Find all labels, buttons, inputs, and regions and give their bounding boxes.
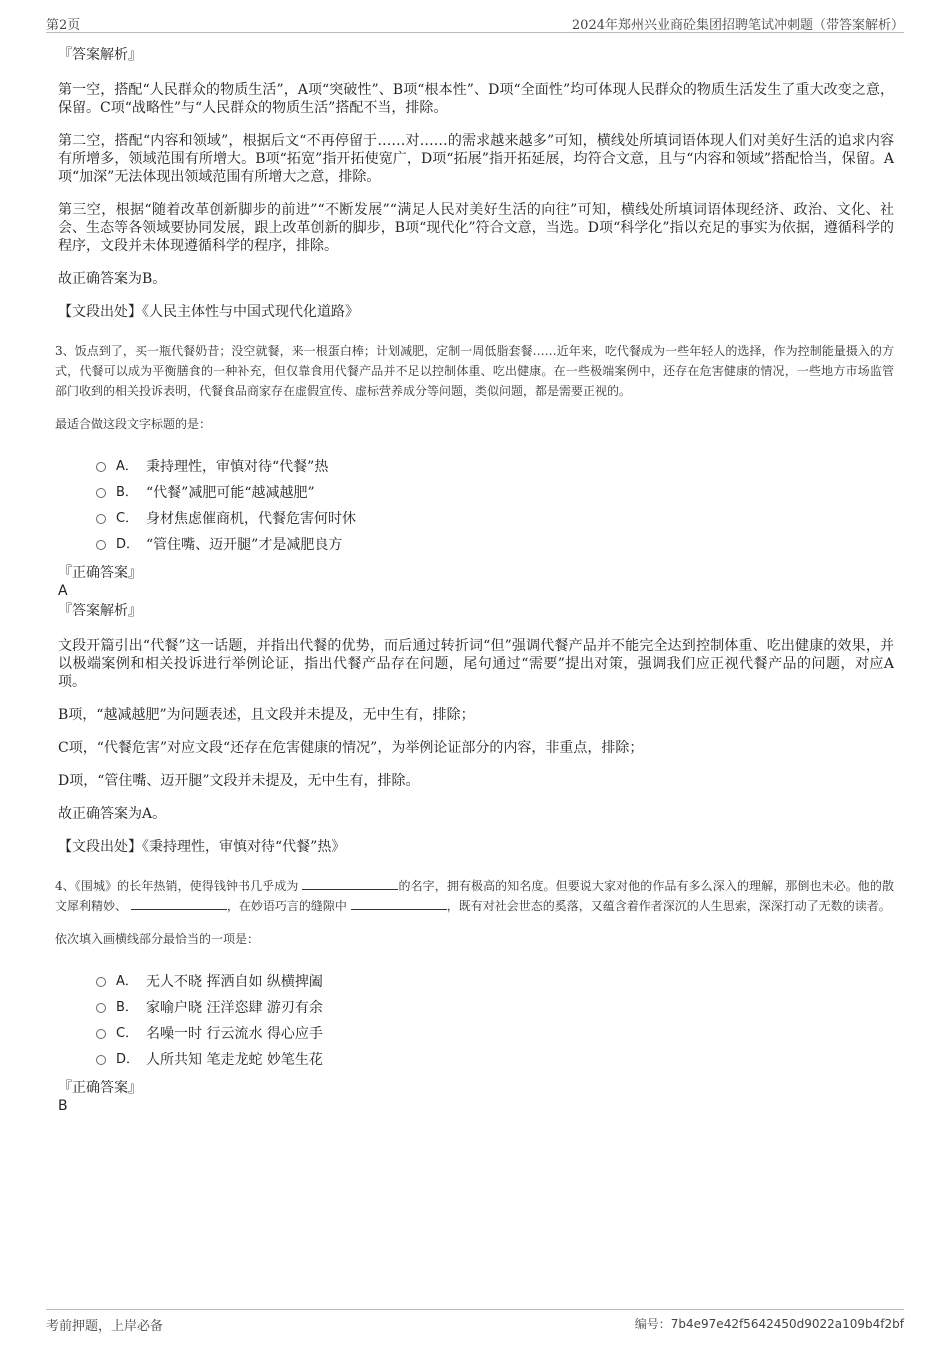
correct-answer-label: 『正确答案』	[58, 1080, 142, 1096]
document-body	[55, 46, 894, 1117]
fill-blank	[302, 877, 398, 890]
question-4-text: 4、《围城》的长年热销，使得钱钟书几乎成为 的名字，拥有极高的知名度。但要说大家对他的作品有多么深入的理解，那倒也未必。他的散文犀利精妙、 ，在妙语巧言的缝隙中 ，既有对社会世态的奚落，又蕴含着作者深沉的人生思索，深深打动了无数的读者。	[55, 879, 894, 913]
correct-answer: A	[58, 583, 68, 599]
correct-answer: B	[58, 1098, 68, 1114]
correct-answer-label: 『正确答案』	[58, 565, 142, 581]
analysis-conclusion: 故正确答案为B。	[58, 271, 167, 287]
analysis-paragraph: D项，“管住嘴、迈开腿”文段并未提及，无中生有，排除。	[58, 773, 420, 789]
document-code: 编号：7b4e97e42f5642450d9022a109b4f2bf	[634, 1317, 904, 1331]
analysis-paragraph: 第二空，搭配“内容和领域”，根据后文“不再停留于……对……的需求越来越多”可知，横线处所填词语体现人们对美好生活的追求内容有所增多，领域范围有所增大。B项“拓宽”指开拓使宽广，D项“拓展”指开拓延展，均符合文意，且与“内容和领域”搭配恰当，保留。A项“加深”无法体现出领域范围有所增大之意，排除。	[58, 133, 894, 185]
analysis-label: 『答案解析』	[58, 603, 142, 619]
analysis-paragraph: 第一空，搭配“人民群众的物质生活”，A项“突破性”、B项“根本性”、D项“全面性”均可体现人民群众的物质生活发生了重大改变之意，保留。C项“战略性”与“人民群众的物质生活”搭配不当，排除。	[58, 82, 894, 116]
option-b[interactable]: B． 家喻户晓 汪洋恣肆 游刃有余	[96, 995, 894, 1021]
source-citation: 【文段出处】《人民主体性与中国式现代化道路》	[58, 304, 359, 320]
radio-icon[interactable]	[96, 540, 106, 550]
analysis-paragraph: 第三空，根据“随着改革创新脚步的前进”“不断发展”“满足人民对美好生活的向往”可知，横线处所填词语体现经济、政治、文化、社会、生态等各领域要协同发展，跟上改革创新的脚步，B项“现代化”符合文意，当选。D项“科学化”指以充足的事实为依据，遵循科学的程序，文段并未体现遵循科学的程序，排除。	[58, 202, 894, 254]
option-c[interactable]: C． 名噪一时 行云流水 得心应手	[96, 1021, 894, 1047]
radio-icon[interactable]	[96, 488, 106, 498]
fill-blank	[131, 897, 227, 910]
page-footer	[46, 1309, 904, 1334]
question-3-text: 3、饭点到了，买一瓶代餐奶昔；没空就餐，来一根蛋白棒；计划减肥，定制一周低脂套餐……近年来，吃代餐成为一些年轻人的选择，作为控制能量摄入的方式，代餐可以成为平衡膳食的一种补充，但仅靠食用代餐产品并不足以控制体重、吃出健康。在一些极端案例中，还存在危害健康的情况，一些地方市场监管部门收到的相关投诉表明，代餐食品商家存在虚假宣传、虚标营养成分等问题，类似问题，都是需要正视的。	[55, 344, 894, 398]
radio-icon[interactable]	[96, 1003, 106, 1013]
option-a[interactable]: A． 无人不晓 挥洒自如 纵横捭阖	[96, 969, 894, 995]
radio-icon[interactable]	[96, 1029, 106, 1039]
question-3-options	[96, 454, 894, 558]
analysis-label: 『答案解析』	[58, 47, 142, 63]
option-b[interactable]: B． “代餐”减肥可能“越减越肥”	[96, 480, 894, 506]
analysis-paragraph: 文段开篇引出“代餐”这一话题，并指出代餐的优势，而后通过转折词“但”强调代餐产品并不能完全达到控制体重、吃出健康的效果，并以极端案例和相关投诉进行举例论证，指出代餐产品存在问题，尾句通过“需要”提出对策，强调我们应正视代餐产品的问题，对应A项。	[58, 638, 894, 690]
question-4-prompt: 依次填入画横线部分最恰当的一项是：	[55, 932, 260, 946]
analysis-conclusion: 故正确答案为A。	[58, 806, 167, 822]
radio-icon[interactable]	[96, 514, 106, 524]
option-c[interactable]: C． 身材焦虑催商机，代餐危害何时休	[96, 506, 894, 532]
analysis-paragraph: B项，“越减越肥”为问题表述，且文段并未提及，无中生有，排除；	[58, 707, 475, 723]
question-4-options	[96, 969, 894, 1073]
fill-blank	[351, 897, 447, 910]
radio-icon[interactable]	[96, 462, 106, 472]
question-3-prompt: 最适合做这段文字标题的是：	[55, 417, 212, 431]
radio-icon[interactable]	[96, 977, 106, 987]
analysis-paragraph: C项，“代餐危害”对应文段“还存在危害健康的情况”，为举例论证部分的内容，非重点，排除；	[58, 740, 644, 756]
document-title: 2024年郑州兴业商砼集团招聘笔试冲刺题（带答案解析）	[571, 18, 904, 33]
radio-icon[interactable]	[96, 1055, 106, 1065]
page-number: 第2页	[46, 18, 81, 33]
option-d[interactable]: D． “管住嘴、迈开腿”才是减肥良方	[96, 532, 894, 558]
page-header	[46, 12, 904, 33]
source-citation: 【文段出处】《秉持理性，审慎对待“代餐”热》	[58, 839, 346, 855]
option-a[interactable]: A． 秉持理性，审慎对待“代餐”热	[96, 454, 894, 480]
footer-slogan: 考前押题，上岸必备	[46, 1319, 164, 1334]
option-d[interactable]: D． 人所共知 笔走龙蛇 妙笔生花	[96, 1047, 894, 1073]
